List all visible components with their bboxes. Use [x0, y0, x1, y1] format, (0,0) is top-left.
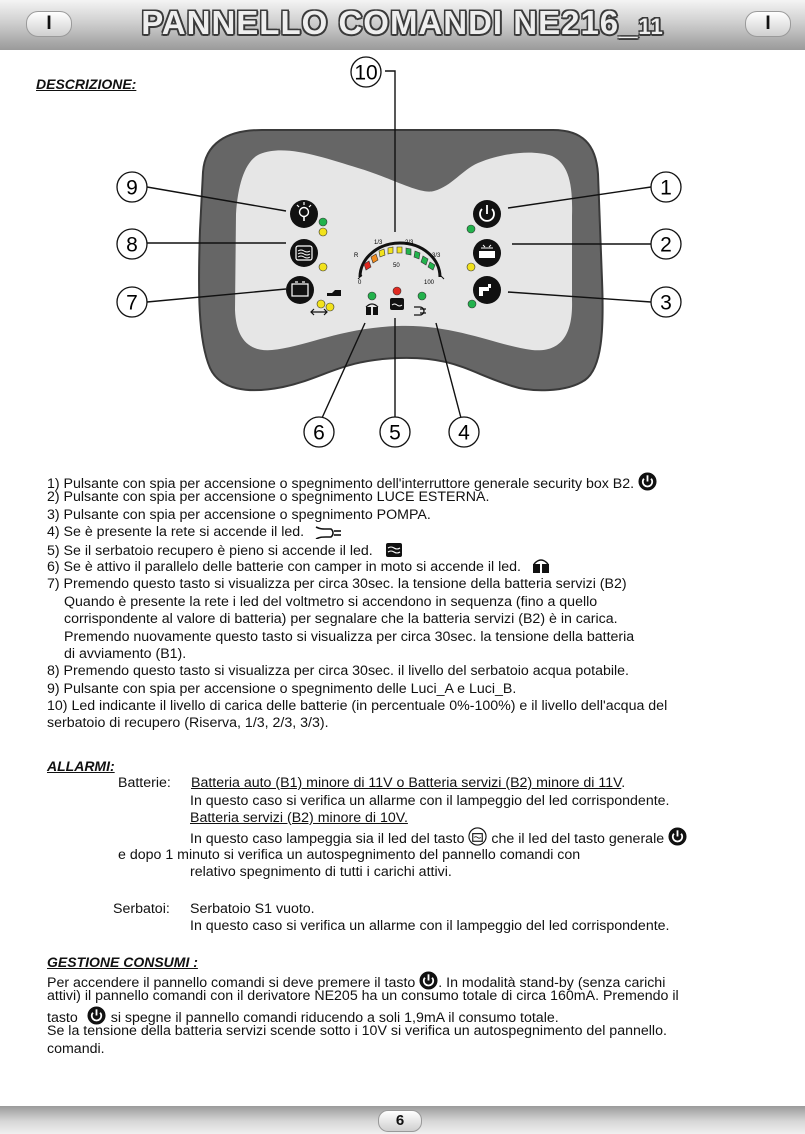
language-badge-left: I: [26, 11, 72, 37]
led-7-yellow-b: [326, 303, 334, 311]
list-item: 8) Premendo questo tasto si visualizza per circa 30sec. il livello del serbatoio acqua potabile.: [47, 663, 629, 680]
gauge-label-r: R: [354, 253, 359, 259]
callout-2: 2: [660, 233, 672, 257]
description-title: DESCRIZIONE:: [36, 76, 137, 92]
tanks-condition: Serbatoio S1 vuoto.: [190, 901, 315, 917]
list-item: Premendo nuovamente questo tasto si visualizza per circa 30sec. la tensione della batteria: [64, 628, 635, 645]
list-item: 7) Premendo questo tasto si visualizza per circa 30sec. la tensione della batteria servizi (B2): [47, 576, 627, 593]
batteries-condition-1: Batteria auto (B1) minore di 11V o Batteria servizi (B2) minore di 11V.: [191, 775, 626, 791]
consumption-line: Per accendere il pannello comandi si deve premere il tasto . In modalità stand-by (senza carichi: [47, 971, 679, 988]
gauge-label-hundred: 100: [424, 280, 435, 286]
page-number: 6: [378, 1110, 422, 1132]
power-icon: [668, 827, 687, 846]
list-item: 5) Se il serbatoio recupero è pieno si accende il led.: [47, 542, 667, 559]
list-item: 9) Pulsante con spia per accensione o spegnimento delle Luci_A e Luci_B.: [47, 680, 517, 697]
gauge-led-yellow-2: [388, 247, 393, 254]
led-6-green: [368, 292, 376, 300]
button-7-battery[interactable]: [286, 276, 314, 304]
led-5-red: [393, 287, 401, 295]
alarms-title: ALLARMI:: [47, 758, 115, 774]
description-list: [47, 472, 667, 733]
callout-1: 1: [660, 176, 672, 200]
callout-10: 10: [354, 61, 378, 85]
consumption-line: comandi.: [47, 1040, 105, 1057]
waste-tank-icon: [385, 542, 403, 558]
parallel-battery-icon: [531, 559, 551, 574]
callout-8: 8: [126, 233, 138, 257]
batteries-label: Batterie:: [118, 775, 171, 791]
list-item: 4) Se è presente la rete si accende il led.: [47, 524, 667, 541]
led-3-green: [468, 300, 476, 308]
batteries-condition-2: Batteria servizi (B2) minore di 10V.: [190, 810, 408, 826]
led-7-yellow-a: [317, 300, 325, 308]
gauge-label-third: 1/3: [374, 240, 383, 246]
tanks-label: Serbatoi:: [113, 901, 170, 917]
list-item: 3) Pulsante con spia per accensione o spegnimento POMPA.: [47, 506, 431, 523]
callout-3: 3: [660, 291, 672, 315]
list-item: 10) Led indicante il livello di carica delle batterie (in percentuale 0%-100%) e il livello dell'acqua del: [47, 698, 668, 715]
led-4-green: [418, 292, 426, 300]
consumption-text: [47, 971, 679, 1058]
led-9-yellow: [319, 228, 327, 236]
led-2-yellow: [467, 263, 475, 271]
led-8-yellow: [319, 263, 327, 271]
batteries-effect-2: In questo caso lampeggia sia il led del tasto che il led del tasto generale: [190, 827, 687, 847]
list-item: di avviamento (B1).: [64, 645, 187, 662]
page-footer: [0, 1106, 805, 1134]
callout-5: 5: [389, 421, 401, 445]
gauge-label-two-thirds: 2/3: [405, 240, 414, 246]
button-9-lights[interactable]: [290, 200, 318, 228]
control-panel-diagram: [0, 55, 805, 455]
gauge-label-full: 3/3: [432, 253, 441, 259]
list-item: 1) Pulsante con spia per accensione o spegnimento dell'interruttore generale security box B2.: [47, 472, 667, 489]
batteries-effect-3: e dopo 1 minuto si verifica un autospegnimento del pannello comandi con: [118, 847, 581, 863]
led-1-green: [467, 225, 475, 233]
list-item: corrispondente al valore di batteria) per segnalare che la batteria servizi (B2) è in carica.: [64, 611, 618, 628]
consumption-title: GESTIONE CONSUMI :: [47, 954, 198, 970]
callout-4: 4: [458, 421, 470, 445]
page-title: PANNELLO COMANDI NE216_11: [141, 4, 664, 41]
list-item: Quando è presente la rete i led del voltmetro si accendono in sequenza (fino a quello: [64, 593, 598, 610]
list-item: 6) Se è attivo il parallelo delle batterie con camper in moto si accende il led.: [47, 559, 667, 576]
gauge-label-zero: 0: [358, 280, 362, 286]
battery-button-icon: [468, 827, 487, 846]
language-badge-right: I: [745, 11, 791, 37]
waste-tank-icon: [390, 298, 404, 310]
list-item: 2) Pulsante con spia per accensione o spegnimento LUCE ESTERNA.: [47, 489, 490, 506]
button-2-external-light[interactable]: [473, 239, 501, 267]
power-icon: [87, 1006, 106, 1025]
gauge-label-fifty: 50: [393, 263, 400, 269]
power-icon: [419, 971, 438, 990]
power-icon: [638, 472, 657, 491]
consumption-line: tasto si spegne il pannello comandi riducendo a soli 1,9mA il consumo totale.: [47, 1006, 679, 1023]
callout-9: 9: [126, 176, 138, 200]
mains-plug-icon: [314, 525, 342, 539]
button-3-pump[interactable]: [473, 276, 501, 304]
batteries-effect-4: relativo spegnimento di tutti i carichi attivi.: [190, 864, 452, 880]
page-header: [0, 0, 805, 50]
callout-7: 7: [126, 291, 138, 315]
consumption-line: Se la tensione della batteria servizi scende sotto i 10V si verifica un autospegnimento del pannello.: [47, 1023, 667, 1040]
batteries-effect-1: In questo caso si verifica un allarme con il lampeggio del led corrispondente.: [190, 793, 670, 809]
callout-6: 6: [313, 421, 325, 445]
tanks-effect: In questo caso si verifica un allarme con il lampeggio del led corrispondente.: [190, 918, 670, 934]
button-1-power[interactable]: [473, 200, 501, 228]
gauge-led-green-1: [406, 248, 411, 255]
led-9-green: [319, 218, 327, 226]
button-8-water-tank[interactable]: [290, 239, 318, 267]
consumption-line: attivi) il pannello comandi con il derivatore NE205 ha un consumo totale di circa 160mA. Premendo il: [47, 988, 679, 1005]
gauge-led-yellow-3: [397, 247, 402, 253]
list-item: serbatoio di recupero (Riserva, 1/3, 2/3, 3/3).: [47, 715, 329, 732]
